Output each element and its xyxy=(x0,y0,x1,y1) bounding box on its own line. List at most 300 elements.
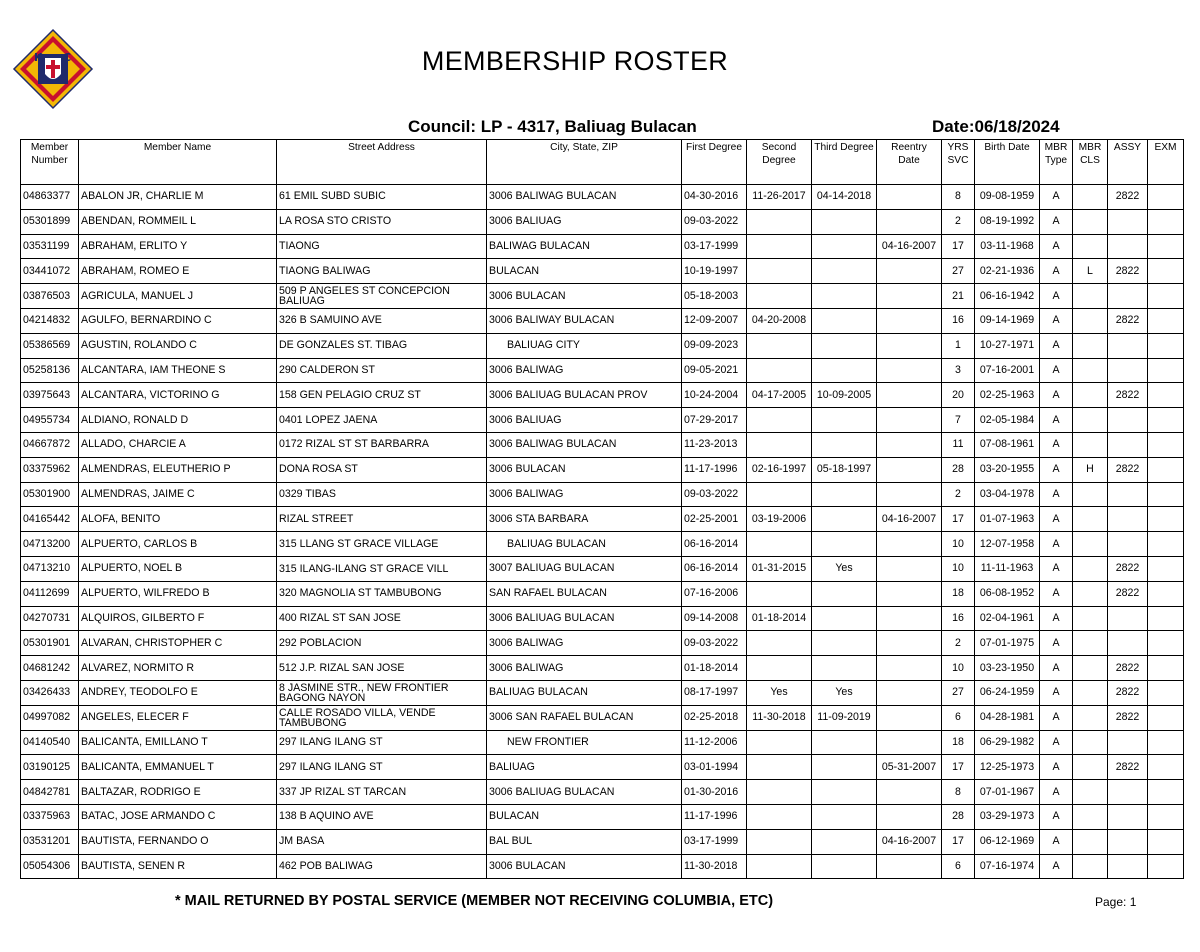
cell-city-state-zip: BULACAN xyxy=(487,259,682,284)
cell-assy: 2822 xyxy=(1108,185,1148,210)
cell-yrs-svc: 27 xyxy=(942,259,975,284)
cell-city-state-zip: BALIUAG BULACAN xyxy=(487,680,682,705)
cell-first-degree: 07-29-2017 xyxy=(682,408,747,433)
cell-mbr-cls xyxy=(1073,680,1108,705)
cell-yrs-svc: 10 xyxy=(942,532,975,557)
cell-second-degree: 04-17-2005 xyxy=(747,383,812,408)
cell-second-degree xyxy=(747,804,812,829)
cell-mbr-type: A xyxy=(1040,259,1073,284)
cell-member-name: ALMENDRAS, JAIME C xyxy=(79,482,277,507)
table-row xyxy=(21,556,1184,581)
cell-member-name: BALICANTA, EMMANUEL T xyxy=(79,755,277,780)
cell-second-degree: Yes xyxy=(747,680,812,705)
cell-member-name: ALPUERTO, CARLOS B xyxy=(79,532,277,557)
cell-street-address: DONA ROSA ST xyxy=(277,457,487,482)
cell-mbr-cls xyxy=(1073,209,1108,234)
cell-assy: 2822 xyxy=(1108,259,1148,284)
cell-yrs-svc: 2 xyxy=(942,209,975,234)
cell-mbr-cls: H xyxy=(1073,457,1108,482)
cell-birth-date: 02-25-1963 xyxy=(975,383,1040,408)
page-number: Page: 1 xyxy=(1095,895,1137,909)
cell-yrs-svc: 6 xyxy=(942,854,975,879)
cell-mbr-cls xyxy=(1073,408,1108,433)
cell-member-name: ALVAREZ, NORMITO R xyxy=(79,656,277,681)
cell-member-name: ALQUIROS, GILBERTO F xyxy=(79,606,277,631)
cell-assy xyxy=(1108,482,1148,507)
cell-assy xyxy=(1108,631,1148,656)
cell-member-number: 03531199 xyxy=(21,234,79,259)
cell-assy: 2822 xyxy=(1108,556,1148,581)
cell-member-number: 03375962 xyxy=(21,457,79,482)
cell-birth-date: 02-04-1961 xyxy=(975,606,1040,631)
cell-member-name: ALLADO, CHARCIE A xyxy=(79,432,277,457)
cell-city-state-zip: 3006 BALIWAY BULACAN xyxy=(487,308,682,333)
cell-yrs-svc: 2 xyxy=(942,482,975,507)
cell-member-name: ALOFA, BENITO xyxy=(79,507,277,532)
cell-first-degree: 04-30-2016 xyxy=(682,185,747,210)
cell-street-address: 290 CALDERON ST xyxy=(277,358,487,383)
cell-first-degree: 06-16-2014 xyxy=(682,556,747,581)
cell-assy: 2822 xyxy=(1108,705,1148,730)
cell-first-degree: 10-19-1997 xyxy=(682,259,747,284)
cell-mbr-cls xyxy=(1073,581,1108,606)
cell-street-address: 512 J.P. RIZAL SAN JOSE xyxy=(277,656,487,681)
cell-exm xyxy=(1148,284,1184,309)
footer-note: * MAIL RETURNED BY POSTAL SERVICE (MEMBER NOT RECEIVING COLUMBIA, ETC) xyxy=(175,893,774,909)
cell-exm xyxy=(1148,358,1184,383)
cell-mbr-type: A xyxy=(1040,532,1073,557)
cell-exm xyxy=(1148,730,1184,755)
cell-street-address: CALLE ROSADO VILLA, VENDE TAMBUBONG xyxy=(277,705,487,730)
cell-street-address: 509 P ANGELES ST CONCEPCION BALIUAG xyxy=(277,284,487,309)
cell-second-degree: 01-31-2015 xyxy=(747,556,812,581)
cell-member-name: AGUSTIN, ROLANDO C xyxy=(79,333,277,358)
cell-member-name: AGRICULA, MANUEL J xyxy=(79,284,277,309)
cell-street-address: RIZAL STREET xyxy=(277,507,487,532)
cell-assy: 2822 xyxy=(1108,755,1148,780)
cell-member-number: 04667872 xyxy=(21,432,79,457)
cell-exm xyxy=(1148,680,1184,705)
cell-mbr-type: A xyxy=(1040,556,1073,581)
cell-birth-date: 08-19-1992 xyxy=(975,209,1040,234)
cell-second-degree xyxy=(747,656,812,681)
cell-assy xyxy=(1108,532,1148,557)
cell-exm xyxy=(1148,408,1184,433)
cell-first-degree: 11-17-1996 xyxy=(682,804,747,829)
cell-birth-date: 07-16-1974 xyxy=(975,854,1040,879)
cell-member-number: 03375963 xyxy=(21,804,79,829)
cell-second-degree: 02-16-1997 xyxy=(747,457,812,482)
cell-first-degree: 06-16-2014 xyxy=(682,532,747,557)
table-row xyxy=(21,631,1184,656)
cell-mbr-type: A xyxy=(1040,780,1073,805)
cell-yrs-svc: 8 xyxy=(942,780,975,805)
table-row xyxy=(21,854,1184,879)
cell-member-number: 04270731 xyxy=(21,606,79,631)
cell-city-state-zip: 3006 BALIWAG xyxy=(487,482,682,507)
cell-city-state-zip: 3006 BALIUAG xyxy=(487,209,682,234)
cell-member-name: ALPUERTO, WILFREDO B xyxy=(79,581,277,606)
cell-reentry-date xyxy=(877,432,942,457)
cell-first-degree: 09-03-2022 xyxy=(682,209,747,234)
cell-mbr-cls: L xyxy=(1073,259,1108,284)
cell-second-degree xyxy=(747,408,812,433)
cell-second-degree xyxy=(747,234,812,259)
column-header-second-degree: Second Degree xyxy=(747,140,812,185)
cell-reentry-date xyxy=(877,333,942,358)
cell-mbr-cls xyxy=(1073,383,1108,408)
cell-reentry-date xyxy=(877,358,942,383)
cell-reentry-date xyxy=(877,408,942,433)
cell-city-state-zip: SAN RAFAEL BULACAN xyxy=(487,581,682,606)
cell-reentry-date xyxy=(877,556,942,581)
cell-first-degree: 09-05-2021 xyxy=(682,358,747,383)
cell-street-address: TIAONG xyxy=(277,234,487,259)
column-header-member-number: Member Number xyxy=(21,140,79,185)
column-header-mbr-cls: MBR CLS xyxy=(1073,140,1108,185)
table-row xyxy=(21,432,1184,457)
cell-assy: 2822 xyxy=(1108,581,1148,606)
cell-birth-date: 04-28-1981 xyxy=(975,705,1040,730)
cell-city-state-zip: BALIUAG xyxy=(487,755,682,780)
cell-city-state-zip: NEW FRONTIER xyxy=(487,730,682,755)
table-row xyxy=(21,656,1184,681)
cell-assy xyxy=(1108,234,1148,259)
cell-third-degree xyxy=(812,308,877,333)
cell-city-state-zip: BAL BUL xyxy=(487,829,682,854)
cell-mbr-cls xyxy=(1073,234,1108,259)
cell-third-degree xyxy=(812,408,877,433)
cell-mbr-type: A xyxy=(1040,284,1073,309)
cell-yrs-svc: 17 xyxy=(942,507,975,532)
cell-member-name: ABALON JR, CHARLIE M xyxy=(79,185,277,210)
cell-city-state-zip: 3006 BALIWAG xyxy=(487,358,682,383)
cell-street-address: 0172 RIZAL ST ST BARBARRA xyxy=(277,432,487,457)
cell-first-degree: 11-17-1996 xyxy=(682,457,747,482)
cell-first-degree: 01-30-2016 xyxy=(682,780,747,805)
cell-yrs-svc: 6 xyxy=(942,705,975,730)
column-header-street-address: Street Address xyxy=(277,140,487,185)
cell-mbr-cls xyxy=(1073,185,1108,210)
cell-mbr-type: A xyxy=(1040,457,1073,482)
cell-first-degree: 11-30-2018 xyxy=(682,854,747,879)
cell-yrs-svc: 17 xyxy=(942,234,975,259)
cell-reentry-date xyxy=(877,209,942,234)
cell-third-degree xyxy=(812,209,877,234)
table-row xyxy=(21,482,1184,507)
cell-member-number: 04863377 xyxy=(21,185,79,210)
cell-birth-date: 07-01-1967 xyxy=(975,780,1040,805)
cell-third-degree xyxy=(812,333,877,358)
table-row xyxy=(21,284,1184,309)
cell-second-degree xyxy=(747,581,812,606)
table-row xyxy=(21,804,1184,829)
cell-yrs-svc: 11 xyxy=(942,432,975,457)
cell-member-number: 05386569 xyxy=(21,333,79,358)
cell-mbr-cls xyxy=(1073,556,1108,581)
cell-first-degree: 09-14-2008 xyxy=(682,606,747,631)
cell-mbr-cls xyxy=(1073,854,1108,879)
cell-member-name: ALVARAN, CHRISTOPHER C xyxy=(79,631,277,656)
cell-mbr-type: A xyxy=(1040,383,1073,408)
roster-table xyxy=(20,139,1184,879)
cell-assy xyxy=(1108,804,1148,829)
cell-assy xyxy=(1108,358,1148,383)
cell-mbr-cls xyxy=(1073,755,1108,780)
cell-birth-date: 06-16-1942 xyxy=(975,284,1040,309)
cell-member-name: ABENDAN, ROMMEIL L xyxy=(79,209,277,234)
cell-reentry-date xyxy=(877,532,942,557)
cell-street-address: 462 POB BALIWAG xyxy=(277,854,487,879)
cell-yrs-svc: 2 xyxy=(942,631,975,656)
table-row xyxy=(21,333,1184,358)
cell-member-number: 03876503 xyxy=(21,284,79,309)
cell-exm xyxy=(1148,631,1184,656)
cell-third-degree: 04-14-2018 xyxy=(812,185,877,210)
cell-mbr-cls xyxy=(1073,631,1108,656)
cell-member-name: BAUTISTA, FERNANDO O xyxy=(79,829,277,854)
cell-mbr-type: A xyxy=(1040,507,1073,532)
cell-street-address: 337 JP RIZAL ST TARCAN xyxy=(277,780,487,805)
cell-mbr-cls xyxy=(1073,705,1108,730)
cell-third-degree xyxy=(812,507,877,532)
cell-member-number: 04214832 xyxy=(21,308,79,333)
cell-assy xyxy=(1108,333,1148,358)
cell-birth-date: 03-23-1950 xyxy=(975,656,1040,681)
cell-third-degree xyxy=(812,482,877,507)
table-row xyxy=(21,408,1184,433)
cell-reentry-date xyxy=(877,185,942,210)
cell-mbr-cls xyxy=(1073,532,1108,557)
cell-mbr-type: A xyxy=(1040,358,1073,383)
cell-second-degree xyxy=(747,631,812,656)
cell-street-address: 61 EMIL SUBD SUBIC xyxy=(277,185,487,210)
cell-yrs-svc: 7 xyxy=(942,408,975,433)
cell-birth-date: 07-01-1975 xyxy=(975,631,1040,656)
cell-mbr-cls xyxy=(1073,730,1108,755)
cell-exm xyxy=(1148,259,1184,284)
cell-yrs-svc: 10 xyxy=(942,556,975,581)
table-row xyxy=(21,457,1184,482)
cell-street-address: 320 MAGNOLIA ST TAMBUBONG xyxy=(277,581,487,606)
cell-reentry-date xyxy=(877,656,942,681)
cell-assy xyxy=(1108,854,1148,879)
cell-mbr-type: A xyxy=(1040,209,1073,234)
cell-mbr-cls xyxy=(1073,284,1108,309)
cell-assy xyxy=(1108,209,1148,234)
cell-member-number: 04165442 xyxy=(21,507,79,532)
table-row xyxy=(21,730,1184,755)
cell-second-degree xyxy=(747,755,812,780)
cell-assy: 2822 xyxy=(1108,680,1148,705)
cell-mbr-type: A xyxy=(1040,755,1073,780)
cell-exm xyxy=(1148,383,1184,408)
cell-member-name: ALCANTARA, IAM THEONE S xyxy=(79,358,277,383)
cell-mbr-cls xyxy=(1073,358,1108,383)
cell-birth-date: 03-20-1955 xyxy=(975,457,1040,482)
cell-second-degree: 11-26-2017 xyxy=(747,185,812,210)
cell-third-degree xyxy=(812,532,877,557)
cell-member-number: 05258136 xyxy=(21,358,79,383)
cell-city-state-zip: 3006 BALIWAG xyxy=(487,631,682,656)
cell-member-name: BATAC, JOSE ARMANDO C xyxy=(79,804,277,829)
cell-birth-date: 03-04-1978 xyxy=(975,482,1040,507)
cell-street-address: 8 JASMINE STR., NEW FRONTIER BAGONG NAYON xyxy=(277,680,487,705)
cell-member-name: ALCANTARA, VICTORINO G xyxy=(79,383,277,408)
cell-member-number: 05301899 xyxy=(21,209,79,234)
column-header-birth-date: Birth Date xyxy=(975,140,1040,185)
table-row xyxy=(21,705,1184,730)
cell-mbr-type: A xyxy=(1040,705,1073,730)
column-header-member-name: Member Name xyxy=(79,140,277,185)
table-row xyxy=(21,755,1184,780)
cell-member-number: 04681242 xyxy=(21,656,79,681)
cell-member-number: 04997082 xyxy=(21,705,79,730)
cell-yrs-svc: 16 xyxy=(942,606,975,631)
cell-third-degree: Yes xyxy=(812,556,877,581)
cell-birth-date: 07-16-2001 xyxy=(975,358,1040,383)
cell-second-degree: 03-19-2006 xyxy=(747,507,812,532)
cell-street-address: 158 GEN PELAGIO CRUZ ST xyxy=(277,383,487,408)
cell-member-name: ANDREY, TEODOLFO E xyxy=(79,680,277,705)
column-header-mbr-type: MBR Type xyxy=(1040,140,1073,185)
cell-assy xyxy=(1108,829,1148,854)
cell-member-number: 05301901 xyxy=(21,631,79,656)
cell-birth-date: 11-11-1963 xyxy=(975,556,1040,581)
cell-street-address: 297 ILANG ILANG ST xyxy=(277,730,487,755)
cell-third-degree xyxy=(812,755,877,780)
cell-first-degree: 11-23-2013 xyxy=(682,432,747,457)
cell-reentry-date: 05-31-2007 xyxy=(877,755,942,780)
cell-mbr-cls xyxy=(1073,308,1108,333)
cell-reentry-date xyxy=(877,383,942,408)
table-row xyxy=(21,209,1184,234)
cell-city-state-zip: BALIUAG CITY xyxy=(487,333,682,358)
cell-assy: 2822 xyxy=(1108,656,1148,681)
cell-city-state-zip: BALIWAG BULACAN xyxy=(487,234,682,259)
cell-birth-date: 07-08-1961 xyxy=(975,432,1040,457)
cell-second-degree xyxy=(747,432,812,457)
cell-third-degree xyxy=(812,829,877,854)
cell-city-state-zip: BULACAN xyxy=(487,804,682,829)
cell-city-state-zip: 3006 BULACAN xyxy=(487,284,682,309)
cell-second-degree xyxy=(747,358,812,383)
table-row xyxy=(21,185,1184,210)
cell-reentry-date: 04-16-2007 xyxy=(877,234,942,259)
cell-member-number: 03975643 xyxy=(21,383,79,408)
cell-mbr-cls xyxy=(1073,606,1108,631)
cell-third-degree xyxy=(812,656,877,681)
cell-first-degree: 09-03-2022 xyxy=(682,631,747,656)
cell-second-degree xyxy=(747,780,812,805)
cell-assy: 2822 xyxy=(1108,457,1148,482)
cell-member-number: 04713200 xyxy=(21,532,79,557)
cell-assy xyxy=(1108,606,1148,631)
cell-birth-date: 12-07-1958 xyxy=(975,532,1040,557)
cell-mbr-cls xyxy=(1073,333,1108,358)
cell-exm xyxy=(1148,532,1184,557)
cell-birth-date: 09-14-1969 xyxy=(975,308,1040,333)
table-row xyxy=(21,829,1184,854)
cell-yrs-svc: 27 xyxy=(942,680,975,705)
cell-member-number: 05301900 xyxy=(21,482,79,507)
cell-member-name: ABRAHAM, ERLITO Y xyxy=(79,234,277,259)
cell-mbr-cls xyxy=(1073,656,1108,681)
cell-street-address: 315 LLANG ST GRACE VILLAGE xyxy=(277,532,487,557)
cell-third-degree xyxy=(812,432,877,457)
cell-exm xyxy=(1148,482,1184,507)
cell-second-degree xyxy=(747,829,812,854)
cell-first-degree: 08-17-1997 xyxy=(682,680,747,705)
cell-exm xyxy=(1148,780,1184,805)
cell-city-state-zip: 3006 BALIWAG xyxy=(487,656,682,681)
cell-third-degree xyxy=(812,854,877,879)
cell-street-address: 292 POBLACION xyxy=(277,631,487,656)
cell-mbr-type: A xyxy=(1040,680,1073,705)
cell-yrs-svc: 28 xyxy=(942,804,975,829)
cell-birth-date: 02-05-1984 xyxy=(975,408,1040,433)
cell-exm xyxy=(1148,656,1184,681)
cell-birth-date: 06-24-1959 xyxy=(975,680,1040,705)
cell-reentry-date xyxy=(877,482,942,507)
column-header-city-state-zip: City, State, ZIP xyxy=(487,140,682,185)
cell-birth-date: 12-25-1973 xyxy=(975,755,1040,780)
cell-birth-date: 10-27-1971 xyxy=(975,333,1040,358)
column-header-exm: EXM xyxy=(1148,140,1184,185)
cell-exm xyxy=(1148,308,1184,333)
table-row xyxy=(21,532,1184,557)
cell-reentry-date xyxy=(877,606,942,631)
cell-first-degree: 10-24-2004 xyxy=(682,383,747,408)
cell-reentry-date xyxy=(877,854,942,879)
cell-city-state-zip: 3006 BALIUAG BULACAN PROV xyxy=(487,383,682,408)
column-header-third-degree: Third Degree xyxy=(812,140,877,185)
cell-mbr-type: A xyxy=(1040,432,1073,457)
svg-text:C: C xyxy=(63,51,72,64)
cell-exm xyxy=(1148,854,1184,879)
cell-third-degree: 10-09-2005 xyxy=(812,383,877,408)
cell-mbr-cls xyxy=(1073,507,1108,532)
cell-assy: 2822 xyxy=(1108,308,1148,333)
cell-third-degree xyxy=(812,606,877,631)
cell-reentry-date xyxy=(877,804,942,829)
table-row xyxy=(21,680,1184,705)
cell-mbr-cls xyxy=(1073,829,1108,854)
cell-exm xyxy=(1148,581,1184,606)
cell-member-number: 04955734 xyxy=(21,408,79,433)
cell-member-number: 03190125 xyxy=(21,755,79,780)
cell-reentry-date xyxy=(877,780,942,805)
cell-birth-date: 01-07-1963 xyxy=(975,507,1040,532)
cell-mbr-type: A xyxy=(1040,234,1073,259)
cell-assy xyxy=(1108,730,1148,755)
cell-mbr-type: A xyxy=(1040,606,1073,631)
report-date: Date:06/18/2024 xyxy=(932,117,1060,136)
cell-exm xyxy=(1148,507,1184,532)
cell-exm xyxy=(1148,705,1184,730)
cell-third-degree xyxy=(812,780,877,805)
cell-mbr-cls xyxy=(1073,804,1108,829)
cell-member-name: AGULFO, BERNARDINO C xyxy=(79,308,277,333)
cell-city-state-zip: 3006 BULACAN xyxy=(487,854,682,879)
cell-exm xyxy=(1148,209,1184,234)
cell-third-degree xyxy=(812,284,877,309)
cell-member-name: ABRAHAM, ROMEO E xyxy=(79,259,277,284)
cell-yrs-svc: 16 xyxy=(942,308,975,333)
cell-city-state-zip: 3006 BALIUAG BULACAN xyxy=(487,780,682,805)
cell-second-degree xyxy=(747,209,812,234)
cell-yrs-svc: 18 xyxy=(942,581,975,606)
